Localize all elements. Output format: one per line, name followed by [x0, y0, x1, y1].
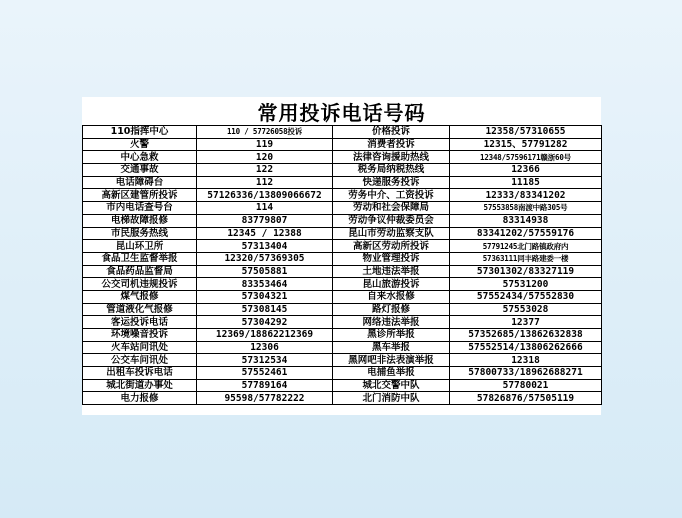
- phone-number-cell: 57552434/57552830: [450, 290, 602, 303]
- phone-number-cell: 57363111同丰路建委一楼: [450, 252, 602, 265]
- phone-number-cell: 12358/57310655: [450, 126, 602, 139]
- table-row: [83, 240, 602, 253]
- service-name-cell: 高新区建管所投诉: [83, 189, 197, 202]
- phone-number-cell: 110 / 57726058投诉: [197, 126, 333, 139]
- phone-number-cell: 12318: [450, 354, 602, 367]
- phone-number-cell: 57553028: [450, 303, 602, 316]
- phone-number-cell: 57826876/57505119: [450, 392, 602, 405]
- service-name-cell: 劳动争议仲裁委员会: [333, 214, 450, 227]
- table-row: [83, 214, 602, 227]
- table-row: [83, 290, 602, 303]
- table-row: [83, 341, 602, 354]
- service-name-cell: 昆山市劳动监察支队: [333, 227, 450, 240]
- service-name-cell: 高新区劳动所投诉: [333, 240, 450, 253]
- table-row: [83, 367, 602, 380]
- service-name-cell: 税务局纳税热线: [333, 164, 450, 177]
- phone-number-cell: 12333/83341202: [450, 189, 602, 202]
- phone-number-cell: 57304321: [197, 290, 333, 303]
- phone-number-cell: 57552461: [197, 367, 333, 380]
- phone-number-cell: 57780021: [450, 379, 602, 392]
- service-name-cell: 电力报修: [83, 392, 197, 405]
- service-name-cell: 快递服务投诉: [333, 176, 450, 189]
- service-name-cell: 公交车问讯处: [83, 354, 197, 367]
- service-name-cell: 煤气报修: [83, 290, 197, 303]
- service-name-cell: 中心急救: [83, 151, 197, 164]
- table-row: [83, 354, 602, 367]
- service-name-cell: 市民服务热线: [83, 227, 197, 240]
- phone-number-cell: 57505881: [197, 265, 333, 278]
- service-name-cell: 食品卫生监督举报: [83, 252, 197, 265]
- table-row: [83, 278, 602, 291]
- phone-table-body: [83, 126, 602, 405]
- service-name-cell: 路灯报修: [333, 303, 450, 316]
- table-row: [83, 265, 602, 278]
- phone-number-cell: 95598/57782222: [197, 392, 333, 405]
- table-row: [83, 252, 602, 265]
- phone-number-cell: 83779807: [197, 214, 333, 227]
- phone-number-cell: 57800733/18962688271: [450, 367, 602, 380]
- phone-number-cell: 57312534: [197, 354, 333, 367]
- phone-number-cell: 112: [197, 176, 333, 189]
- service-name-cell: 黑诊所举报: [333, 329, 450, 342]
- phone-number-cell: 57531200: [450, 278, 602, 291]
- phone-number-cell: 12348/57596171赣浙60号: [450, 151, 602, 164]
- service-name-cell: 法律咨询援助热线: [333, 151, 450, 164]
- table-row: [83, 316, 602, 329]
- service-name-cell: 客运投诉电话: [83, 316, 197, 329]
- service-name-cell: 火警: [83, 138, 197, 151]
- service-name-cell: 物业管理投诉: [333, 252, 450, 265]
- table-row: [83, 202, 602, 215]
- service-name-cell: 管道液化气报修: [83, 303, 197, 316]
- phone-number-cell: 12369/18862212369: [197, 329, 333, 342]
- table-row: [83, 151, 602, 164]
- phone-number-cell: 12366: [450, 164, 602, 177]
- service-name-cell: 昆山环卫所: [83, 240, 197, 253]
- phone-number-cell: 83314938: [450, 214, 602, 227]
- phone-number-cell: 119: [197, 138, 333, 151]
- service-name-cell: 城北交警中队: [333, 379, 450, 392]
- phone-number-cell: 83341202/57559176: [450, 227, 602, 240]
- table-row: [83, 138, 602, 151]
- table-row: [83, 392, 602, 405]
- service-name-cell: 电捕鱼举报: [333, 367, 450, 380]
- service-name-cell: 昆山旅游投诉: [333, 278, 450, 291]
- table-row: [83, 379, 602, 392]
- phone-number-cell: 57553858南渡中路305号: [450, 202, 602, 215]
- service-name-cell: 黑网吧非法表演举报: [333, 354, 450, 367]
- service-name-cell: 网络违法举报: [333, 316, 450, 329]
- service-name-cell: 消费者投诉: [333, 138, 450, 151]
- service-name-cell: 劳务中介、工资投诉: [333, 189, 450, 202]
- table-row: [83, 189, 602, 202]
- phone-number-cell: 57791245北门路镇政府内: [450, 240, 602, 253]
- phone-number-cell: 57313404: [197, 240, 333, 253]
- service-name-cell: 电梯故障报修: [83, 214, 197, 227]
- phone-number-cell: 12377: [450, 316, 602, 329]
- table-row: [83, 227, 602, 240]
- phone-number-cell: 57126336/13809066672: [197, 189, 333, 202]
- service-name-cell: 劳动和社会保障局: [333, 202, 450, 215]
- phone-number-cell: 57308145: [197, 303, 333, 316]
- table-row: [83, 126, 602, 139]
- phone-table: [82, 125, 602, 405]
- table-row: [83, 176, 602, 189]
- phone-number-cell: 120: [197, 151, 333, 164]
- service-name-cell: 110指挥中心: [83, 126, 197, 139]
- service-name-cell: 环境噪音投诉: [83, 329, 197, 342]
- service-name-cell: 城北街道办事处: [83, 379, 197, 392]
- phone-number-cell: 122: [197, 164, 333, 177]
- service-name-cell: 价格投诉: [333, 126, 450, 139]
- service-name-cell: 公交司机违规投诉: [83, 278, 197, 291]
- phone-number-cell: 57301302/83327119: [450, 265, 602, 278]
- phone-number-cell: 57352685/13862632838: [450, 329, 602, 342]
- service-name-cell: 火车站问讯处: [83, 341, 197, 354]
- phone-number-cell: 57304292: [197, 316, 333, 329]
- phone-number-cell: 114: [197, 202, 333, 215]
- service-name-cell: 出租车投诉电话: [83, 367, 197, 380]
- phone-number-cell: 12320/57369305: [197, 252, 333, 265]
- phone-directory-sheet: [82, 97, 601, 415]
- service-name-cell: 食品药品监督局: [83, 265, 197, 278]
- table-row: [83, 164, 602, 177]
- phone-number-cell: 57789164: [197, 379, 333, 392]
- service-name-cell: 黑车举报: [333, 341, 450, 354]
- service-name-cell: 电话障碍台: [83, 176, 197, 189]
- table-row: [83, 329, 602, 342]
- service-name-cell: 土地违法举报: [333, 265, 450, 278]
- service-name-cell: 自来水报修: [333, 290, 450, 303]
- page-title: 常用投诉电话号码: [257, 100, 426, 125]
- phone-number-cell: 11185: [450, 176, 602, 189]
- service-name-cell: 交通事故: [83, 164, 197, 177]
- service-name-cell: 市内电话查号台: [83, 202, 197, 215]
- phone-number-cell: 83353464: [197, 278, 333, 291]
- phone-number-cell: 57552514/13806262666: [450, 341, 602, 354]
- phone-number-cell: 12345 / 12388: [197, 227, 333, 240]
- service-name-cell: 北门消防中队: [333, 392, 450, 405]
- phone-number-cell: 12315、57791282: [450, 138, 602, 151]
- table-row: [83, 303, 602, 316]
- phone-number-cell: 12306: [197, 341, 333, 354]
